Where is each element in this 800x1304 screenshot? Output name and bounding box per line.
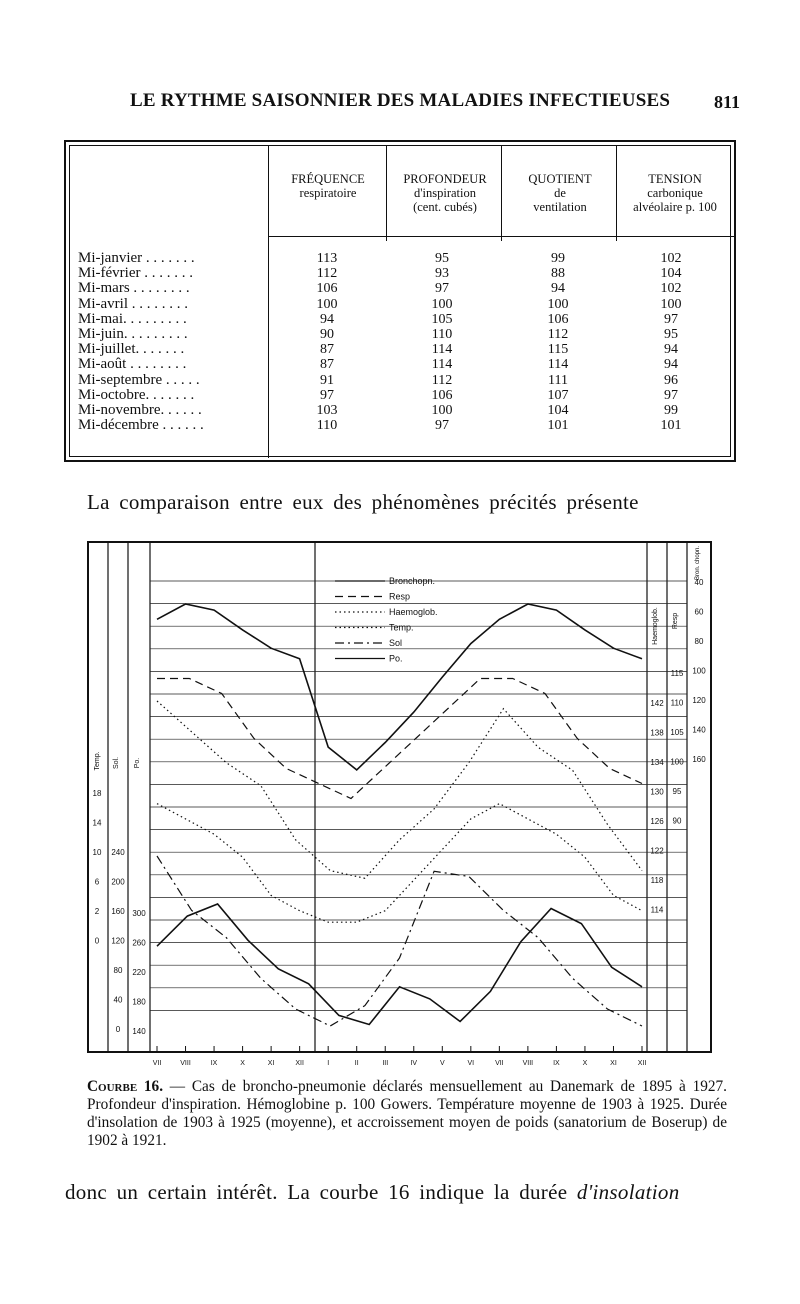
po-tick-label: 180 <box>132 997 146 1007</box>
row-label: Mi-juillet. . . . . . . <box>78 341 185 358</box>
table-cell: 87 <box>320 357 334 373</box>
x-tick-label: XI <box>610 1060 617 1067</box>
table-cell: 90 <box>320 327 334 342</box>
table-cell: 100 <box>431 403 453 418</box>
sol-tick-label: 240 <box>111 848 125 857</box>
x-tick-label: XII <box>295 1060 304 1067</box>
legend-label: Sol <box>389 638 403 648</box>
resp-tick-label: 100 <box>670 757 684 767</box>
x-tick-label: VIII <box>180 1060 191 1067</box>
sol-axis-label: Sol. <box>113 756 120 770</box>
column-header: PROFONDEUR d'inspiration (cent. cubés) <box>403 172 487 214</box>
table-cell: 94 <box>320 311 334 327</box>
temp-tick-label: 0 <box>94 936 100 946</box>
row-label: Mi-août . . . . . . . . <box>78 356 187 373</box>
table-cell: 94 <box>664 342 678 358</box>
table-cell: 97 <box>435 418 449 434</box>
x-tick-label: III <box>382 1060 389 1067</box>
page-header <box>130 90 740 120</box>
haemoglob-tick-label: 134 <box>650 758 664 767</box>
bronchopn-tick-label: 60 <box>694 607 704 617</box>
column-header: QUOTIENT de ventilation <box>528 172 592 214</box>
table-divider <box>501 146 502 241</box>
temp-tick-label: 6 <box>94 877 100 887</box>
sol-tick-label: 200 <box>111 877 125 887</box>
table-cell: 97 <box>435 281 449 297</box>
row-label: Mi-juin. . . . . . . . . <box>78 326 188 342</box>
bronchopn-tick-label: 140 <box>692 725 706 735</box>
body-text-line-1: La comparaison entre eux des phénomènes précités présente <box>87 490 639 514</box>
figure-chart <box>87 541 712 1067</box>
table-cell: 94 <box>664 357 678 373</box>
resp-tick-label: 115 <box>670 669 684 678</box>
table-cell: 101 <box>547 418 569 434</box>
table-cell: 102 <box>660 251 682 266</box>
series-line-temp <box>157 804 642 923</box>
table-cell: 104 <box>660 266 682 282</box>
table-cell: 88 <box>551 266 565 282</box>
chart-frame <box>88 542 711 1052</box>
table-cell: 107 <box>547 387 569 403</box>
x-tick-label: I <box>327 1060 330 1067</box>
table-cell: 112 <box>431 372 453 388</box>
table-header-rule <box>268 236 734 237</box>
table-cell: 87 <box>320 342 334 358</box>
table-cell: 102 <box>660 281 682 297</box>
row-label: Mi-septembre . . . . . <box>78 371 200 388</box>
x-tick-label: II <box>354 1060 359 1067</box>
sol-tick-label: 0 <box>115 1025 121 1034</box>
body-text-line-2-italic: d'insolation <box>576 1180 680 1204</box>
table-cell: 103 <box>316 403 338 418</box>
row-label: Mi-mars . . . . . . . . <box>78 280 190 297</box>
table-cell: 95 <box>664 327 678 342</box>
bronchopn-tick-label: 40 <box>694 578 704 587</box>
running-title: LE RYTHME SAISONNIER DES MALADIES INFECTIEUSES <box>130 90 671 111</box>
row-label: Mi-mai. . . . . . . . . <box>78 310 187 327</box>
row-label: Mi-janvier . . . . . . . <box>78 250 195 266</box>
haemoglob-axis-label: Haemoglob. <box>652 607 659 645</box>
table-cell: 114 <box>431 342 453 358</box>
x-tick-label: XII <box>637 1060 647 1067</box>
po-tick-label: 140 <box>132 1027 146 1036</box>
page-number: 811 <box>713 92 740 112</box>
resp-tick-label: 110 <box>670 698 684 708</box>
table-cell: 93 <box>435 266 449 282</box>
x-tick-label: IX <box>210 1060 218 1067</box>
haemoglob-tick-label: 126 <box>650 817 664 826</box>
table-divider <box>386 146 387 241</box>
table-cell: 99 <box>664 403 678 418</box>
table-cell: 96 <box>664 372 678 388</box>
table-cell: 100 <box>431 296 453 312</box>
row-label: Mi-décembre . . . . . . <box>78 417 204 434</box>
haemoglob-tick-label: 114 <box>650 905 664 915</box>
table-cell: 114 <box>547 357 569 373</box>
table-cell: 106 <box>431 387 453 403</box>
haemoglob-tick-label: 142 <box>650 699 664 708</box>
table-cell: 112 <box>547 327 569 342</box>
sol-tick-label: 40 <box>113 995 123 1005</box>
x-tick-label: VIII <box>522 1060 534 1067</box>
caption-lead: Courbe 16. <box>87 1078 164 1095</box>
temp-tick-label: 14 <box>92 818 102 828</box>
table-cell: 95 <box>435 251 449 266</box>
po-axis-label: Po. <box>134 757 141 769</box>
row-label: Mi-avril . . . . . . . . <box>78 295 188 312</box>
body-text-line-2 <box>65 1180 680 1205</box>
bronchopn-tick-label: 80 <box>694 637 704 646</box>
table-cell: 104 <box>547 403 569 418</box>
resp-axis-label: Resp <box>672 612 679 630</box>
haemoglob-tick-label: 122 <box>650 846 664 856</box>
chart-svg <box>87 541 712 1067</box>
x-tick-label: X <box>582 1060 588 1067</box>
temp-tick-label: 10 <box>92 848 102 857</box>
table-cell: 106 <box>547 311 569 327</box>
po-tick-label: 300 <box>132 909 146 918</box>
table-cell: 110 <box>316 418 338 434</box>
resp-tick-label: 90 <box>672 816 682 826</box>
haemoglob-tick-label: 138 <box>650 728 664 738</box>
sol-tick-label: 120 <box>111 936 125 946</box>
sol-tick-label: 160 <box>111 907 125 916</box>
table-cell: 112 <box>316 266 338 282</box>
table-cell: 114 <box>431 357 453 373</box>
temp-tick-label: 18 <box>92 789 102 798</box>
table-cell: 100 <box>660 296 682 312</box>
temp-axis-label: Temp. <box>94 751 101 771</box>
column-header: FRÉQUENCE respiratoire <box>291 172 365 200</box>
table-cell: 97 <box>664 387 678 403</box>
data-table <box>64 140 736 462</box>
table-cell: 94 <box>551 281 565 297</box>
sol-tick-label: 80 <box>113 966 123 975</box>
x-tick-label: VI <box>467 1060 475 1067</box>
column-header: TENSION carbonique alvéolaire p. 100 <box>633 172 717 214</box>
table-divider <box>268 146 269 458</box>
legend-label: Temp. <box>389 622 414 633</box>
x-tick-label: VII <box>152 1060 162 1067</box>
haemoglob-tick-label: 118 <box>650 876 664 885</box>
legend-label: Bronchopn. <box>389 576 436 586</box>
resp-tick-label: 95 <box>672 787 682 796</box>
table-cell: 115 <box>547 342 569 358</box>
row-label: Mi-octobre. . . . . . . <box>78 386 195 403</box>
series-line-sol <box>157 856 642 1026</box>
table-cell: 110 <box>431 327 453 342</box>
series-line-po <box>157 904 642 1025</box>
series-line-resp <box>157 679 642 799</box>
x-tick-label: IX <box>553 1060 560 1067</box>
body-text-line-2-main: donc un certain intérêt. La courbe 16 indique la durée <box>65 1180 577 1204</box>
caption-body: — Cas de broncho-pneumonie déclarés mensuellement au Danemark de 1895 à 1927. Profondeur d'inspiration. Hémoglobine p. 100 Gowers. Température moyenne de 1903 à 1925. Durée d'insolation de 1903 à 1925 (moyenne), et accroissement moyen de poids (sanatorium de Boserup) de 1902 à 1921. <box>87 1078 727 1149</box>
bronchopn-tick-label: 100 <box>692 666 706 676</box>
table-cell: 99 <box>551 251 565 266</box>
x-tick-label: V <box>439 1060 445 1067</box>
figure-caption <box>87 1078 727 1150</box>
table-cell: 105 <box>431 311 453 327</box>
table-divider <box>616 146 617 241</box>
table-cell: 111 <box>548 372 568 388</box>
table-cell: 97 <box>320 387 334 403</box>
table-cell: 100 <box>547 296 569 312</box>
bronchopn-axis-label: Bron. chopn. <box>695 545 701 581</box>
po-tick-label: 260 <box>132 938 146 948</box>
row-label: Mi-novembre. . . . . . <box>78 402 202 418</box>
x-tick-label: X <box>240 1060 245 1067</box>
bronchopn-tick-label: 160 <box>692 755 706 764</box>
x-tick-label: VII <box>495 1060 504 1067</box>
table-cell: 91 <box>320 372 334 388</box>
haemoglob-tick-label: 130 <box>650 787 664 797</box>
x-tick-label: XI <box>267 1060 275 1067</box>
x-tick-label: IV <box>410 1060 418 1067</box>
table-cell: 97 <box>664 311 678 327</box>
row-label: Mi-février . . . . . . . <box>78 265 193 282</box>
table-cell: 100 <box>316 296 338 312</box>
legend-label: Resp <box>389 591 411 602</box>
bronchopn-tick-label: 120 <box>692 696 706 705</box>
legend-label: Haemoglob. <box>389 607 438 617</box>
temp-tick-label: 2 <box>94 907 100 916</box>
table-cell: 113 <box>316 251 338 266</box>
table-cell: 101 <box>660 418 682 434</box>
po-tick-label: 220 <box>132 968 146 977</box>
legend-label: Po. <box>389 653 403 664</box>
resp-tick-label: 105 <box>670 728 684 737</box>
table-cell: 106 <box>316 281 338 297</box>
